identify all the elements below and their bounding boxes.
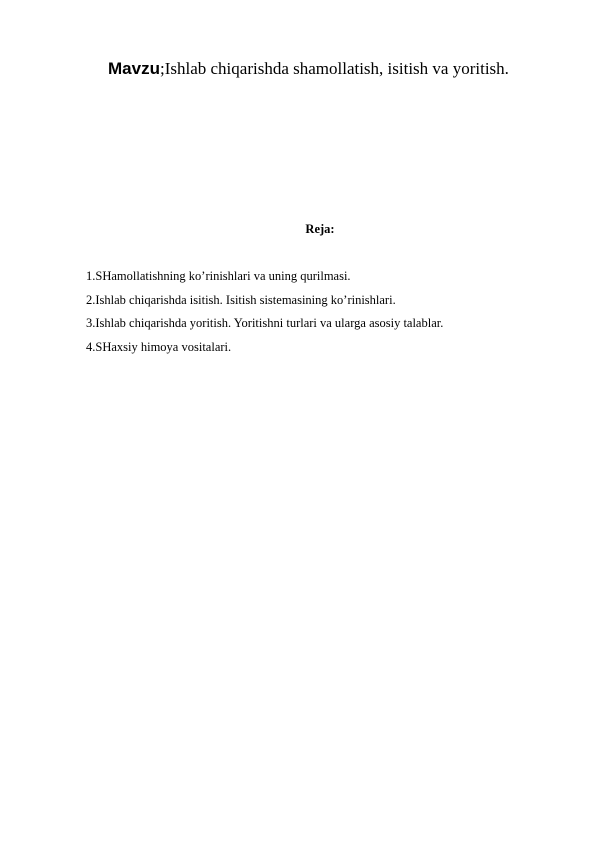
topic-label: Mavzu [108, 59, 160, 78]
plan-item: 1.SHamollatishning ko’rinishlari va uning qurilmasi. [86, 269, 351, 283]
plan-item: 3.Ishlab chiqarishda yoritish. Yoritishni turlari va ularga asosiy talablar. [86, 316, 444, 331]
plan-item: 2.Ishlab chiqarishda isitish. Isitish sistemasining ko’rinishlari. [86, 292, 396, 307]
document-title [108, 58, 509, 80]
title-separator: ; [159, 59, 165, 78]
topic-title: Ishlab chiqarishda shamollatish, isitish va yoritish. [164, 59, 509, 78]
plan-list [86, 268, 443, 363]
plan-heading: Reja: [305, 222, 335, 236]
plan-item: 4.SHaxsiy himoya vositalari. [86, 340, 232, 355]
